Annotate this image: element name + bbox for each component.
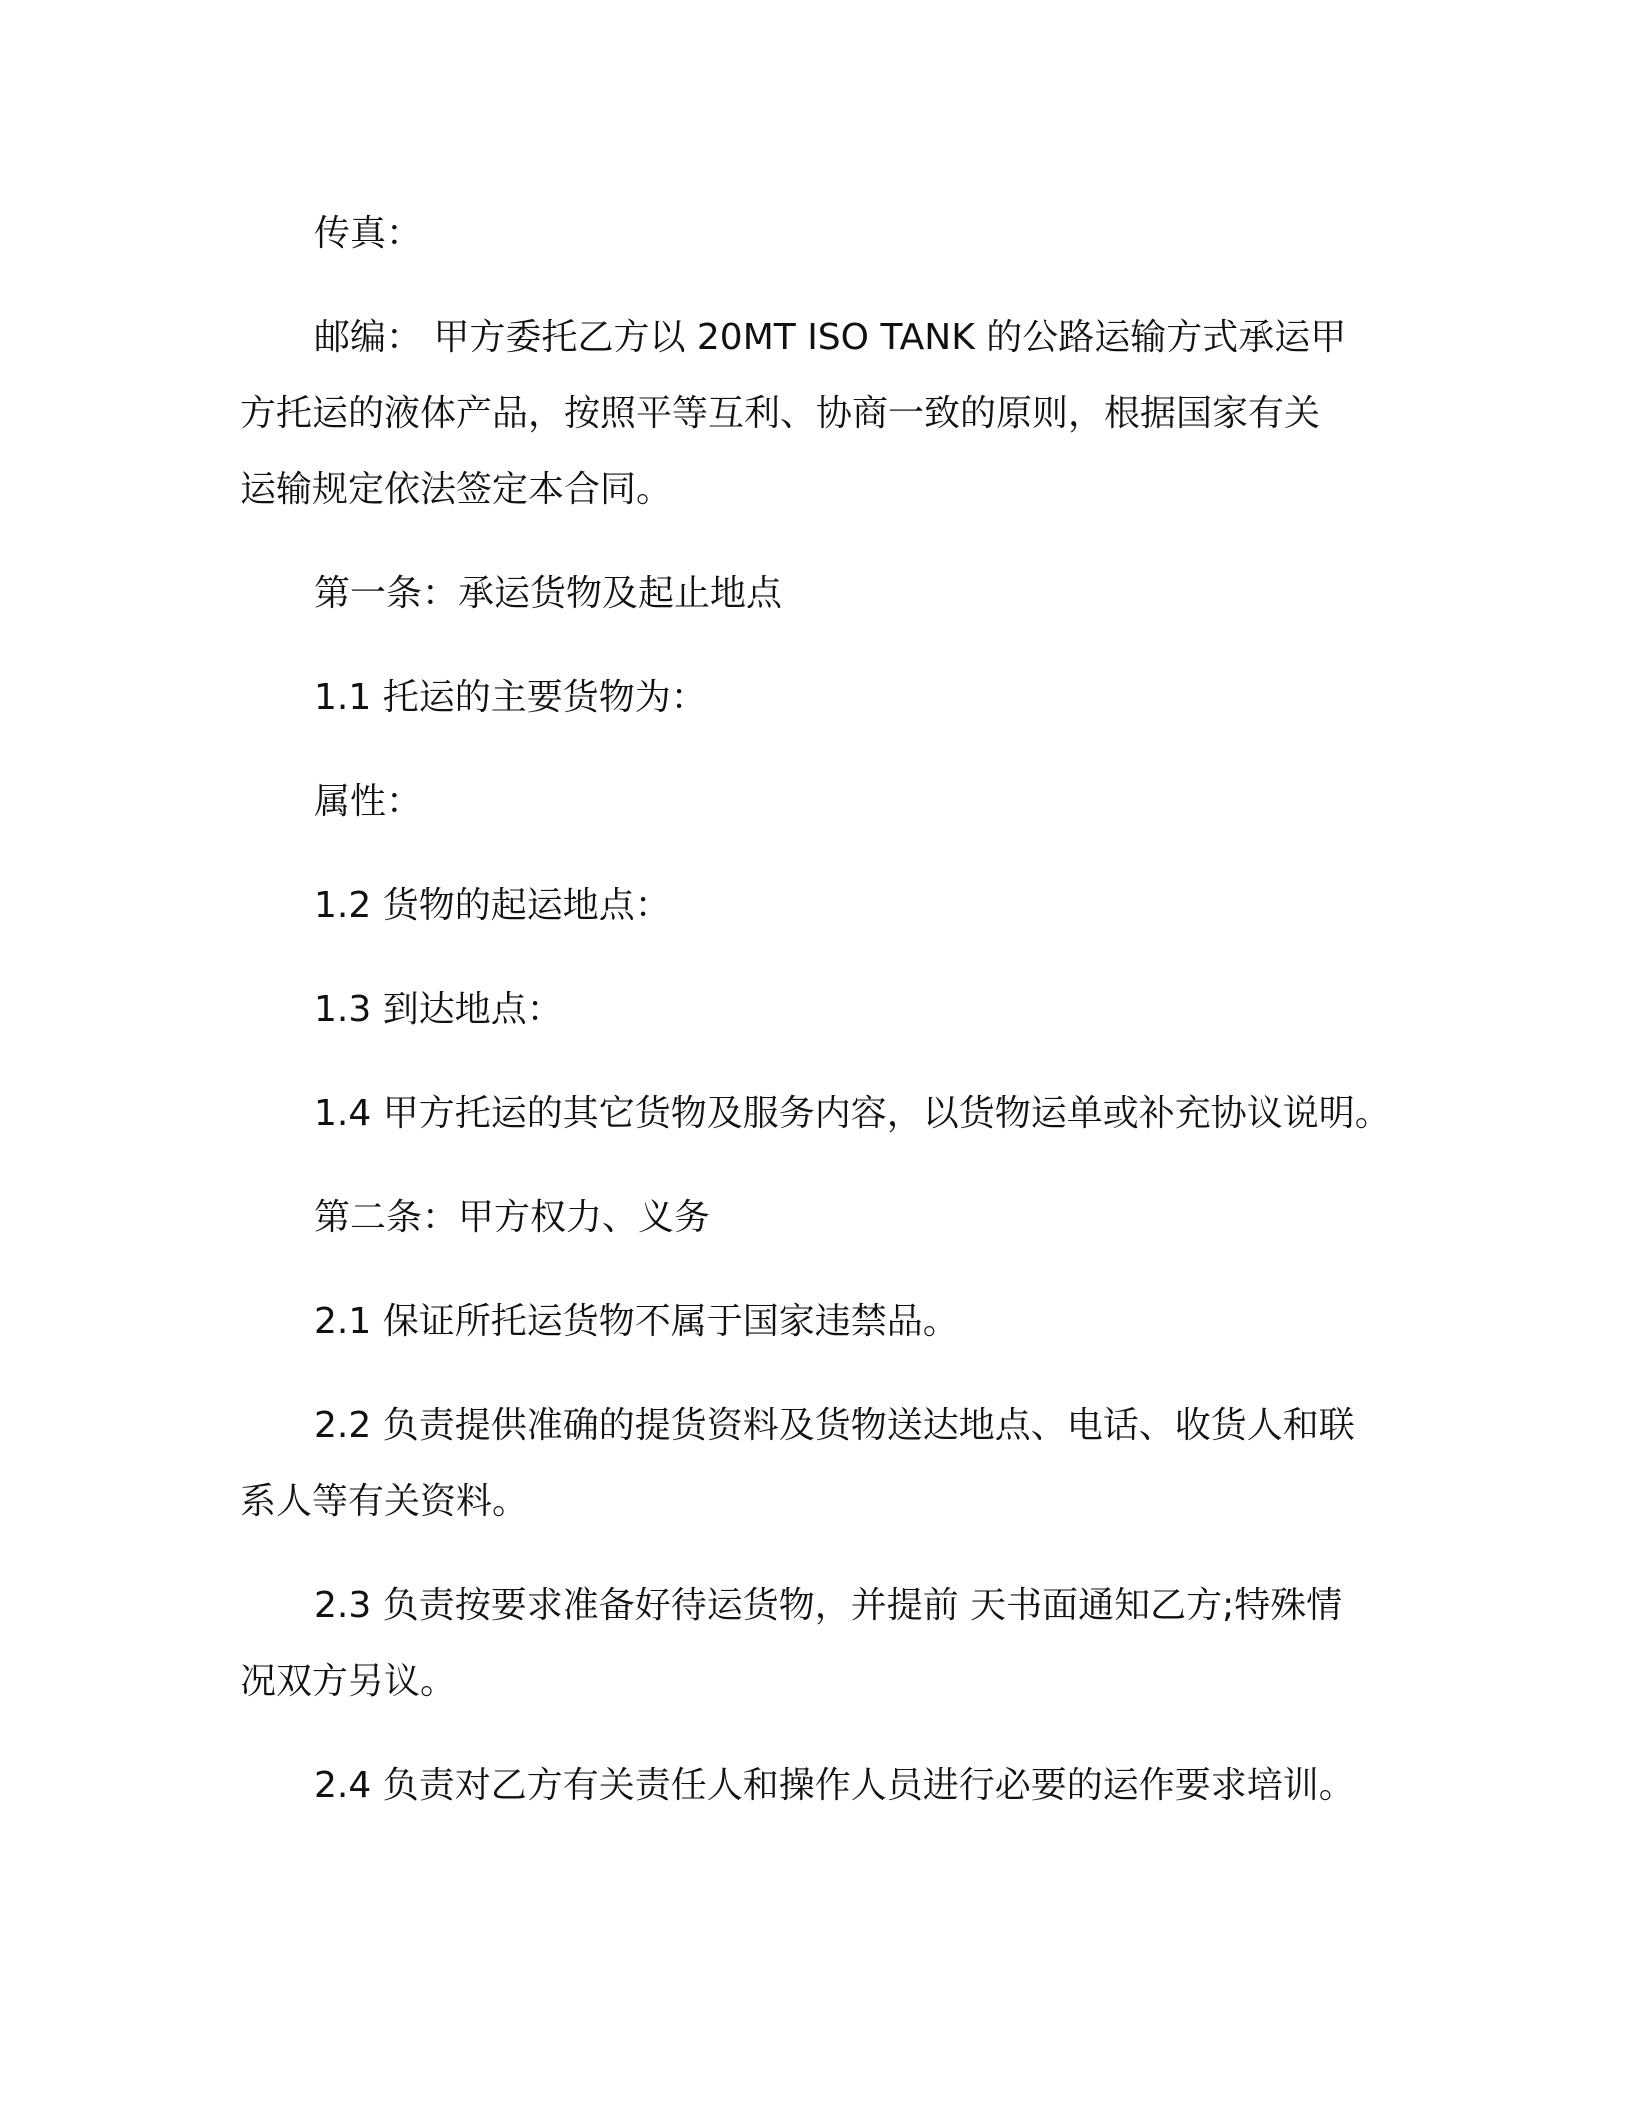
paragraph-line: 1.4 甲方托运的其它货物及服务内容，以货物运单或补充协议说明。 <box>314 1093 1391 1134</box>
paragraph-line: 第二条：甲方权力、义务 <box>314 1197 711 1238</box>
paragraph-line: 况双方另议。 <box>240 1661 457 1702</box>
paragraph-line: 第一条：承运货物及起止地点 <box>314 573 783 614</box>
clause-1-4 <box>240 1076 1400 1152</box>
paragraph-postcode-preamble <box>240 300 1400 528</box>
clause-1-2 <box>240 868 1400 944</box>
paragraph-line: 方托运的液体产品，按照平等互利、协商一致的原则，根据国家有关 <box>240 393 1321 434</box>
clause-1-1 <box>240 660 1400 736</box>
paragraph-line: 2.4 负责对乙方有关责任人和操作人员进行必要的运作要求培训。 <box>314 1765 1355 1806</box>
paragraph-line: 运输规定依法签定本合同。 <box>240 469 673 510</box>
paragraph-line: 1.1 托运的主要货物为： <box>314 677 707 718</box>
paragraph-line: 2.2 负责提供准确的提货资料及货物送达地点、电话、收货人和联 <box>314 1405 1355 1446</box>
clause-2-4 <box>240 1748 1400 1824</box>
clause-attribute <box>240 764 1400 840</box>
paragraph-line: 传真： <box>314 213 423 254</box>
paragraph-fax <box>240 196 1400 272</box>
clause-2-1 <box>240 1284 1400 1360</box>
article-2-heading <box>240 1180 1400 1256</box>
document-body <box>240 196 1400 1852</box>
paragraph-line: 2.3 负责按要求准备好待运货物，并提前 天书面通知乙方;特殊情 <box>314 1585 1343 1626</box>
paragraph-line: 系人等有关资料。 <box>240 1481 529 1522</box>
paragraph-line: 1.2 货物的起运地点： <box>314 885 671 926</box>
paragraph-line: 1.3 到达地点： <box>314 989 563 1030</box>
clause-2-2 <box>240 1388 1400 1540</box>
paragraph-line: 邮编： 甲方委托乙方以 20MT ISO TANK 的公路运输方式承运甲 <box>314 317 1347 358</box>
paragraph-line: 属性： <box>314 781 423 822</box>
article-1-heading <box>240 556 1400 632</box>
clause-1-3 <box>240 972 1400 1048</box>
clause-2-3 <box>240 1568 1400 1720</box>
paragraph-line: 2.1 保证所托运货物不属于国家违禁品。 <box>314 1301 959 1342</box>
